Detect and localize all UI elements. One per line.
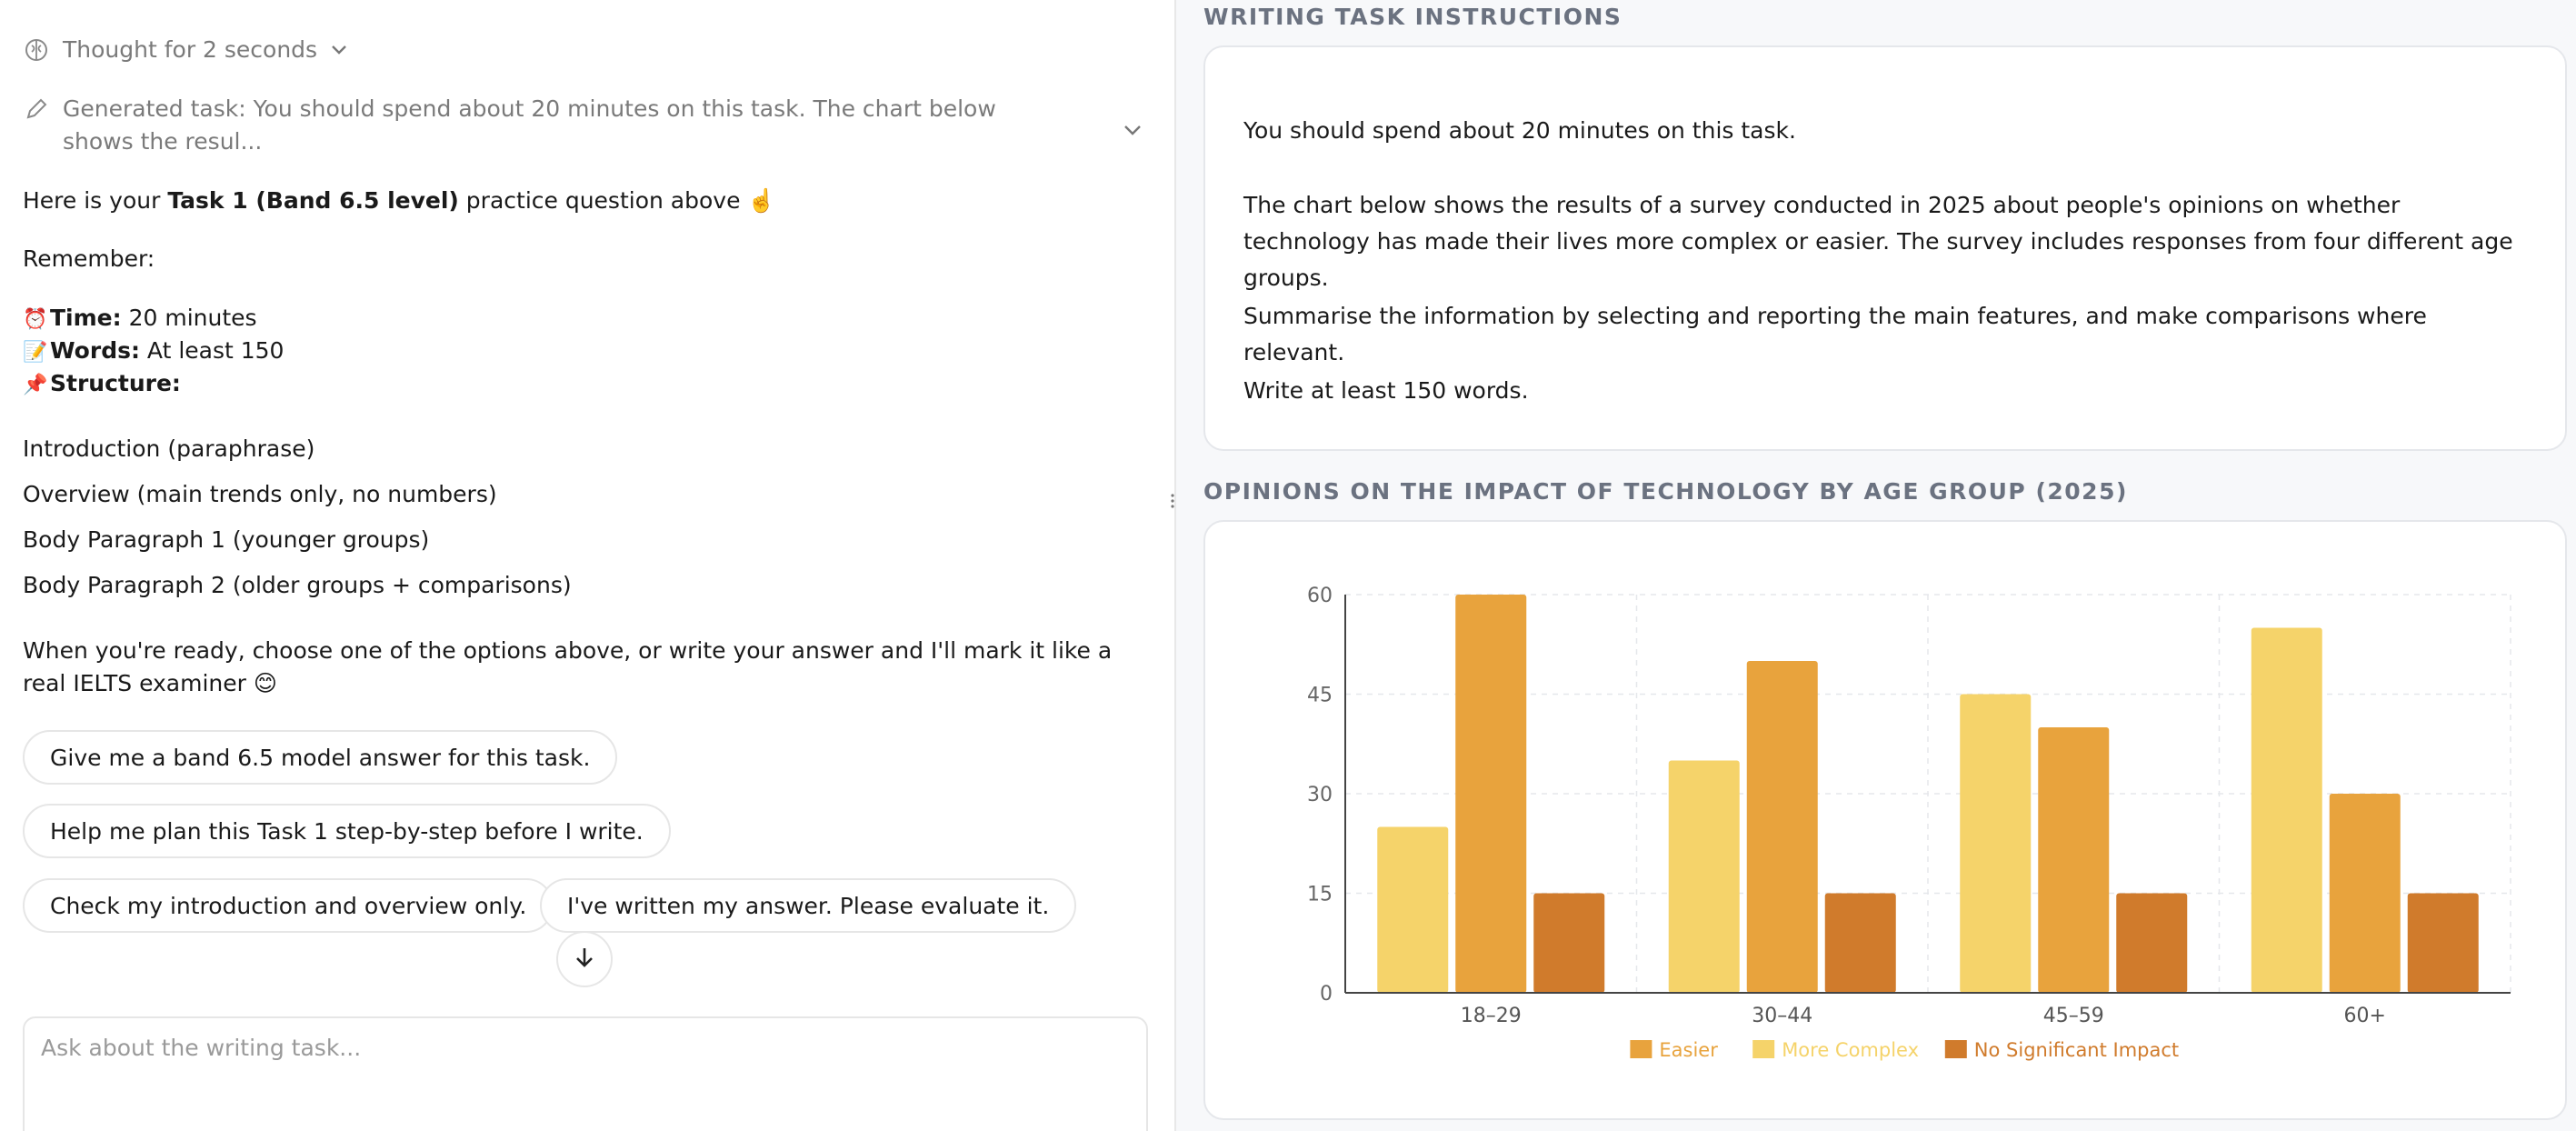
legend-label: No Significant Impact: [1973, 1039, 2180, 1061]
suggestion-model-answer-button[interactable]: Give me a band 6.5 model answer for this task.: [23, 730, 617, 785]
structure-label: Structure:: [50, 370, 181, 396]
structure-line: [23, 367, 181, 402]
list-item: Body Paragraph 1 (younger groups): [23, 526, 430, 553]
bar-chart: [1205, 522, 2569, 1122]
legend-label: Easier: [1659, 1039, 1718, 1061]
brain-icon: [23, 34, 50, 66]
instructions-title: WRITING TASK INSTRUCTIONS: [1203, 4, 1622, 30]
chart-card: [1203, 520, 2567, 1120]
y-tick-label: 45: [1307, 684, 1333, 707]
instructions-card: [1203, 45, 2567, 451]
bar: [2252, 628, 2322, 994]
x-tick-label: 30–44: [1752, 1005, 1813, 1027]
x-tick-label: 18–29: [1460, 1005, 1522, 1027]
bar: [1825, 894, 1896, 994]
instruction-paragraph: Summarise the information by selecting and reporting the main features, and make comparisons where relevant.: [1243, 303, 2427, 365]
time-label: Time:: [50, 305, 122, 331]
remember-label: Remember:: [23, 245, 155, 272]
y-tick-label: 30: [1307, 784, 1333, 806]
instruction-paragraph: Write at least 150 words.: [1243, 377, 1529, 404]
thought-toggle[interactable]: [23, 34, 348, 66]
suggestion-evaluate-button[interactable]: I've written my answer. Please evaluate it.: [540, 878, 1076, 933]
instruction-paragraph: The chart below shows the results of a survey conducted in 2025 about people's opinions on whether technology has made their lives more complex or easier. The survey includes responses from four different age groups.: [1243, 192, 2513, 291]
y-tick-label: 60: [1307, 585, 1333, 607]
list-item: Body Paragraph 2 (older groups + comparisons): [23, 572, 572, 598]
bar: [1747, 661, 1818, 993]
words-value: At least 150: [139, 337, 285, 364]
intro-bold: Task 1 (Band 6.5 level): [167, 187, 459, 214]
list-item: Overview (main trends only, no numbers): [23, 481, 497, 507]
intro-message: [23, 185, 1150, 217]
words-line: [23, 335, 284, 369]
y-tick-label: 0: [1320, 983, 1333, 1006]
words-label: Words:: [50, 337, 140, 364]
bar: [2408, 894, 2479, 994]
y-tick-label: 15: [1307, 883, 1333, 906]
intro-prefix: Here is your: [23, 187, 168, 214]
memo-icon: 📝: [23, 341, 48, 364]
bar: [1960, 695, 2031, 994]
composer: [23, 1016, 1148, 1131]
scroll-down-button[interactable]: [556, 931, 613, 987]
bar: [1455, 595, 1526, 993]
bar: [1377, 827, 1448, 994]
chat-input[interactable]: [41, 1035, 1123, 1131]
suggestion-check-intro-button[interactable]: Check my introduction and overview only.: [23, 878, 554, 933]
generated-task-label: Generated task: You should spend about 20 minutes on this task. The chart below shows the resul...: [63, 95, 996, 155]
pushpin-icon: 📌: [23, 374, 48, 396]
closing-message: When you're ready, choose one of the options above, or write your answer and I'll mark it like a real IELTS examiner 😊: [23, 637, 1113, 696]
alarm-clock-icon: ⏰: [23, 308, 48, 331]
bar: [1533, 894, 1604, 994]
pencil-icon: [23, 93, 50, 125]
chevron-down-icon: [330, 34, 348, 66]
list-item: Introduction (paraphrase): [23, 435, 315, 462]
bar: [1669, 761, 1740, 994]
legend-swatch: [1945, 1040, 1967, 1058]
task-panel: [1176, 0, 2576, 1131]
chevron-down-icon: [1123, 113, 1143, 145]
x-tick-label: 45–59: [2042, 1005, 2104, 1027]
thought-label: Thought for 2 seconds: [63, 36, 318, 63]
legend-label: More Complex: [1782, 1039, 1920, 1061]
chart-title: OPINIONS ON THE IMPACT OF TECHNOLOGY BY AGE GROUP (2025): [1203, 478, 2128, 505]
time-line: [23, 302, 257, 336]
bar: [2116, 894, 2187, 994]
suggestion-plan-button[interactable]: Help me plan this Task 1 step-by-step before I write.: [23, 804, 671, 858]
legend-swatch: [1630, 1040, 1652, 1058]
chat-pane: [0, 0, 1174, 1131]
bar: [2330, 794, 2401, 993]
time-value: 20 minutes: [121, 305, 257, 331]
generated-task-toggle[interactable]: [23, 93, 1150, 158]
legend-swatch: [1752, 1040, 1774, 1058]
arrow-down-icon: [574, 946, 595, 973]
bar: [2038, 727, 2109, 993]
x-tick-label: 60+: [2343, 1005, 2386, 1027]
intro-suffix: practice question above ☝️: [458, 187, 776, 214]
instruction-paragraph: You should spend about 20 minutes on this task.: [1243, 117, 1796, 144]
